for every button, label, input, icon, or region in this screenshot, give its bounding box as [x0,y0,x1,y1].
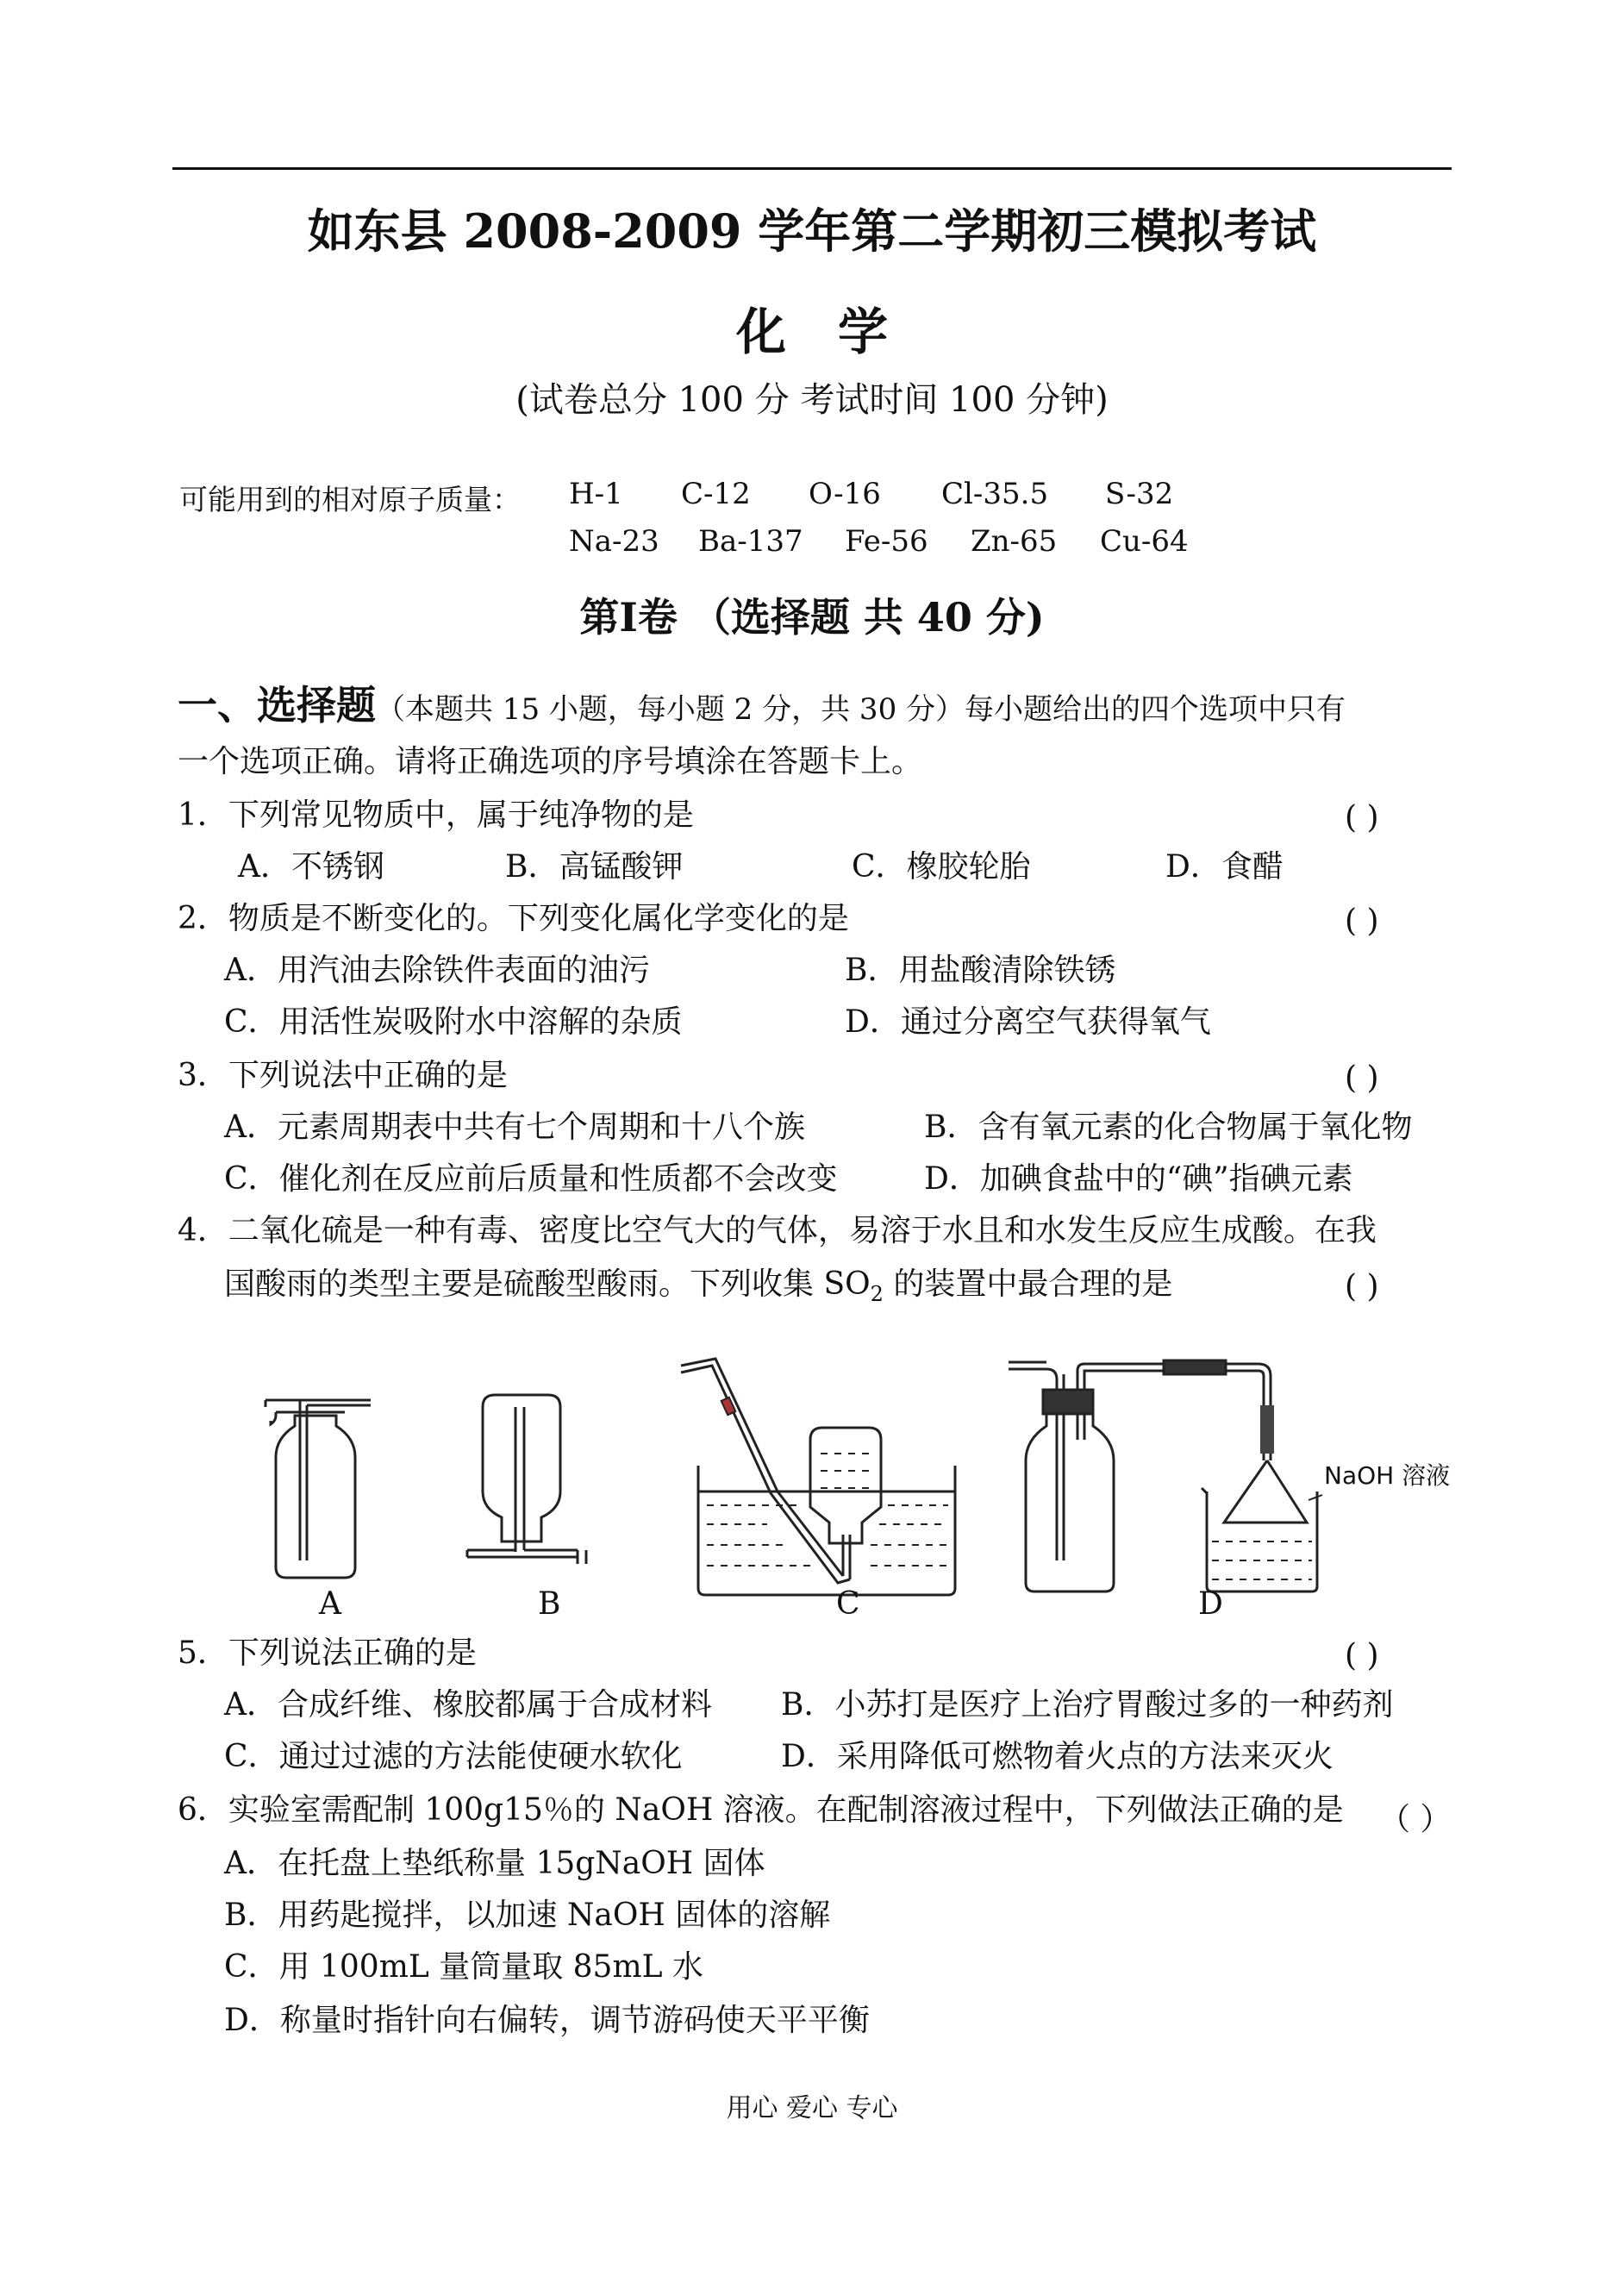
top-rule [172,167,1452,170]
q1-option-d: D．食醋 [1165,849,1284,885]
q6-stem: 6．实验室需配制 100g15％的 NaOH 溶液。在配制溶液过程中，下列做法正确的是 [178,1792,1344,1828]
q6-option-a: A．在托盘上垫纸称量 15gNaOH 固体 [224,1846,765,1881]
q2-answer-paren: ( ) [1345,904,1379,939]
figure-label-c: C [836,1586,860,1622]
q3-option-c: C．催化剂在反应前后质量和性质都不会改变 [224,1161,838,1197]
q5-option-a: A．合成纤维、橡胶都属于合成材料 [224,1687,712,1723]
atom-ba: Ba-137 [698,524,803,559]
section1-heading: 一、选择题 [178,682,376,729]
section1-desc2: 一个选项正确。请将正确选项的序号填涂在答题卡上。 [178,744,923,779]
q4-subscript: 2 [870,1282,884,1307]
q3-option-d: D．加碘食盐中的“碘”指碘元素 [924,1161,1353,1197]
q3-option-a: A．元素周期表中共有七个周期和十八个族 [224,1110,805,1145]
q4-stem-line2 [224,1266,1173,1307]
exam-title: 如东县 2008-2009 学年第二学期初三模拟考试 [307,203,1317,259]
atom-fe: Fe-56 [845,524,928,559]
q3-option-b: B．含有氧元素的化合物属于氧化物 [924,1110,1413,1145]
apparatus-b [467,1395,586,1564]
atom-cu: Cu-64 [1100,524,1189,559]
apparatus-c [681,1359,955,1595]
q2-option-b: B．用盐酸清除铁锈 [845,953,1116,988]
part1-title: 第Ⅰ卷 （选择题 共 40 分) [579,594,1045,641]
q1-answer-paren: ( ) [1345,800,1379,835]
q4-stem-tail: 的装置中最合理的是 [883,1266,1173,1302]
apparatus-d [1009,1360,1322,1591]
figure-label-b: B [538,1586,561,1622]
q5-option-b: B．小苏打是医疗上治疗胃酸过多的一种药剂 [781,1687,1394,1723]
q5-stem: 5．下列说法正确的是 [178,1635,477,1671]
atom-na: Na-23 [569,524,659,559]
q1-option-b: B．高锰酸钾 [505,849,684,885]
subject-title: 化学 [735,303,940,361]
figure-label-d: D [1198,1586,1223,1622]
naoh-label: NaOH 溶液 [1324,1461,1451,1490]
exam-info: (试卷总分 100 分 考试时间 100 分钟) [515,380,1109,420]
q5-option-c: C．通过过滤的方法能使硬水软化 [224,1739,683,1774]
section1-heading-line [178,674,1346,731]
atom-h: H-1 [569,477,623,511]
q1-option-a: A．不锈钢 [238,849,384,885]
atomic-mass-label: 可能用到的相对原子质量： [179,483,521,516]
q4-stem-line1: 4．二氧化硫是一种有毒、密度比空气大的气体，易溶于水且和水发生反应生成酸。在我 [178,1213,1377,1248]
page-footer: 用心 爱心 专心 [726,2093,898,2123]
q6-option-d: D．称量时指针向右偏转，调节游码使天平平衡 [224,2003,870,2038]
q2-option-d: D．通过分离空气获得氧气 [845,1004,1211,1040]
q2-option-a: A．用汽油去除铁件表面的油污 [224,953,650,988]
atom-cl: Cl-35.5 [941,477,1049,511]
atom-s: S-32 [1105,477,1174,511]
q6-option-b: B．用药匙搅拌，以加速 NaOH 固体的溶解 [224,1898,831,1933]
q4-apparatus-figure [250,1354,1457,1621]
q5-answer-paren: ( ) [1345,1638,1379,1673]
atom-zn: Zn-65 [971,524,1058,559]
q4-stem-text: 国酸雨的类型主要是硫酸型酸雨。下列收集 SO [224,1266,871,1302]
q2-stem: 2．物质是不断变化的。下列变化属化学变化的是 [178,901,849,936]
figure-label-a: A [319,1586,341,1622]
apparatus-a [265,1400,371,1578]
atom-o: O-16 [809,477,881,511]
section1-desc1: （本题共 15 小题，每小题 2 分，共 30 分）每小题给出的四个选项中只有 [376,692,1346,727]
q5-option-d: D．采用降低可燃物着火点的方法来灭火 [781,1739,1334,1774]
q3-answer-paren: ( ) [1345,1060,1379,1096]
q4-answer-paren: ( ) [1345,1269,1379,1304]
q3-stem: 3．下列说法中正确的是 [178,1058,508,1093]
q6-answer-paren: （ ） [1379,1802,1452,1837]
q2-option-c: C．用活性炭吸附水中溶解的杂质 [224,1004,683,1040]
q1-stem: 1．下列常见物质中，属于纯净物的是 [178,797,694,833]
q1-option-c: C．橡胶轮胎 [852,849,1031,885]
q6-option-c: C．用 100mL 量筒量取 85mL 水 [224,1949,703,1985]
atom-c: C-12 [681,477,751,511]
